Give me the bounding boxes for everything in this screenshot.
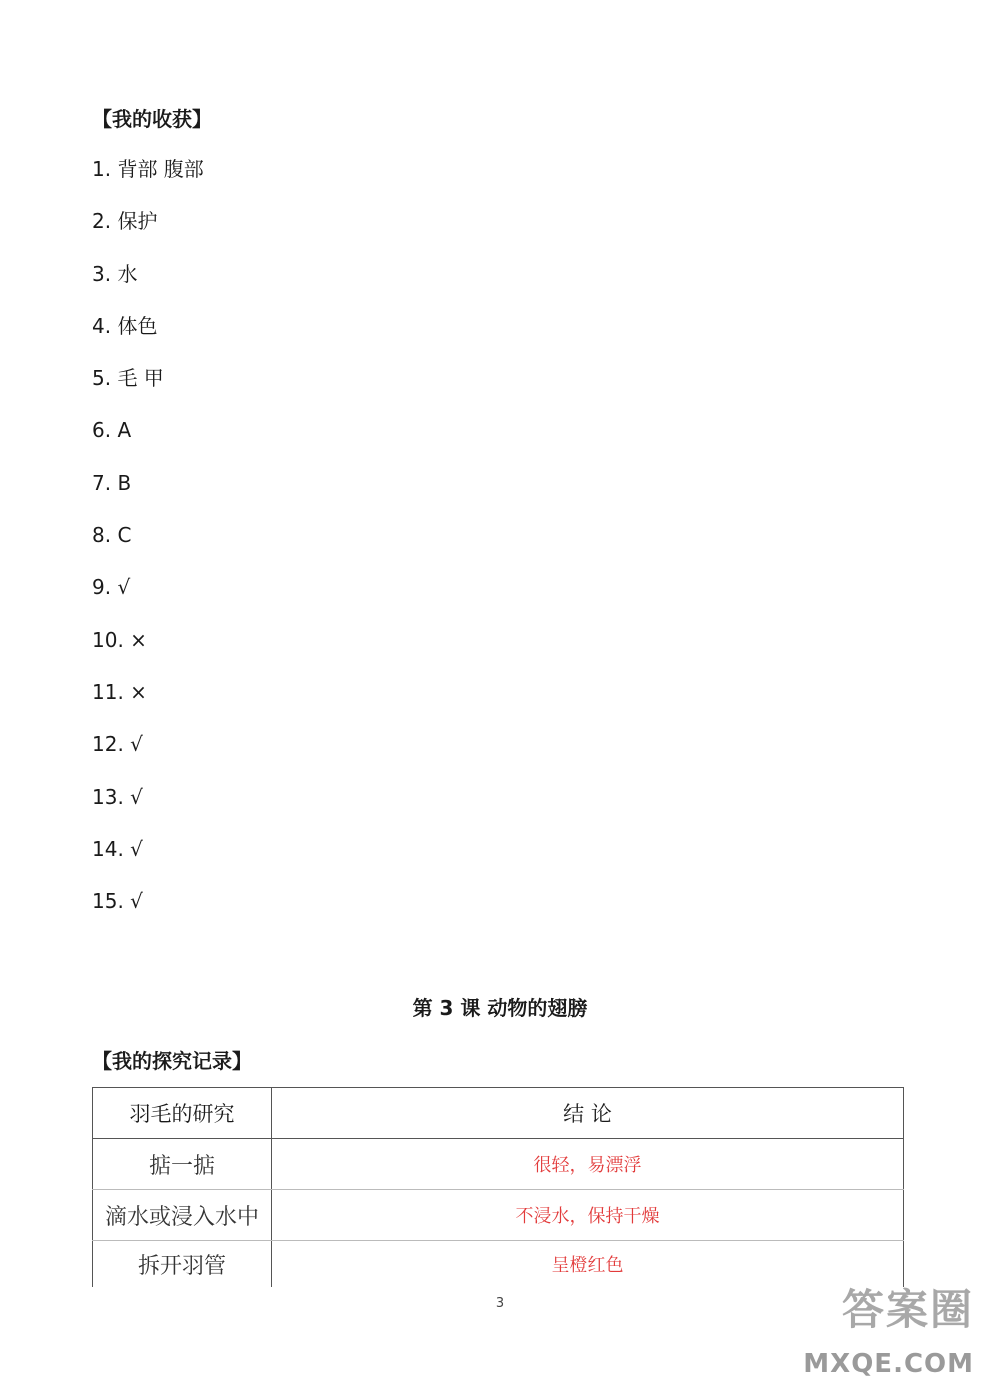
answer-list xyxy=(92,152,204,936)
conclusion-cell: 呈橙红色 xyxy=(272,1241,904,1288)
answer-item: 2. 保护 xyxy=(92,209,158,234)
answer-item: 8. C xyxy=(92,523,132,548)
table-row xyxy=(93,1241,904,1288)
table-row xyxy=(93,1139,904,1190)
header-conclusion: 结 论 xyxy=(272,1088,904,1139)
gains-heading: 【我的收获】 xyxy=(92,107,212,131)
answer-item: 1. 背部 腹部 xyxy=(92,157,204,181)
answer-item: 13. √ xyxy=(92,784,143,809)
answer-item: 10. × xyxy=(92,627,147,652)
answer-item: 9. √ xyxy=(92,575,131,600)
watermark-site: MXQE.COM xyxy=(803,1349,974,1379)
answer-item: 12. √ xyxy=(92,732,143,757)
method-cell: 掂一掂 xyxy=(93,1139,272,1190)
answer-item: 15. √ xyxy=(92,889,143,914)
watermark-mark: 答案圈 xyxy=(841,1285,974,1334)
answer-item: 4. 体色 xyxy=(92,313,158,338)
answer-item: 11. × xyxy=(92,679,147,704)
record-table xyxy=(92,1087,904,1287)
table-row xyxy=(93,1190,904,1241)
conclusion-cell: 不浸水，保持干燥 xyxy=(272,1190,904,1241)
method-cell: 拆开羽管 xyxy=(93,1241,272,1288)
answer-item: 3. 水 xyxy=(92,261,138,286)
answer-item: 6. A xyxy=(92,418,132,443)
header-feather-study: 羽毛的研究 xyxy=(93,1088,272,1139)
lesson-title: 第 3 课 动物的翅膀 xyxy=(412,996,588,1020)
watermark-logo xyxy=(803,1272,988,1387)
answer-item: 5. 毛 甲 xyxy=(92,366,164,391)
page-number: 3 xyxy=(495,1296,505,1311)
method-cell: 滴水或浸入水中 xyxy=(93,1190,272,1241)
answer-item: 14. √ xyxy=(92,836,143,861)
table-header-row xyxy=(93,1088,904,1139)
conclusion-cell: 很轻，易漂浮 xyxy=(272,1139,904,1190)
answer-item: 7. B xyxy=(92,470,132,495)
record-heading: 【我的探究记录】 xyxy=(92,1049,252,1073)
